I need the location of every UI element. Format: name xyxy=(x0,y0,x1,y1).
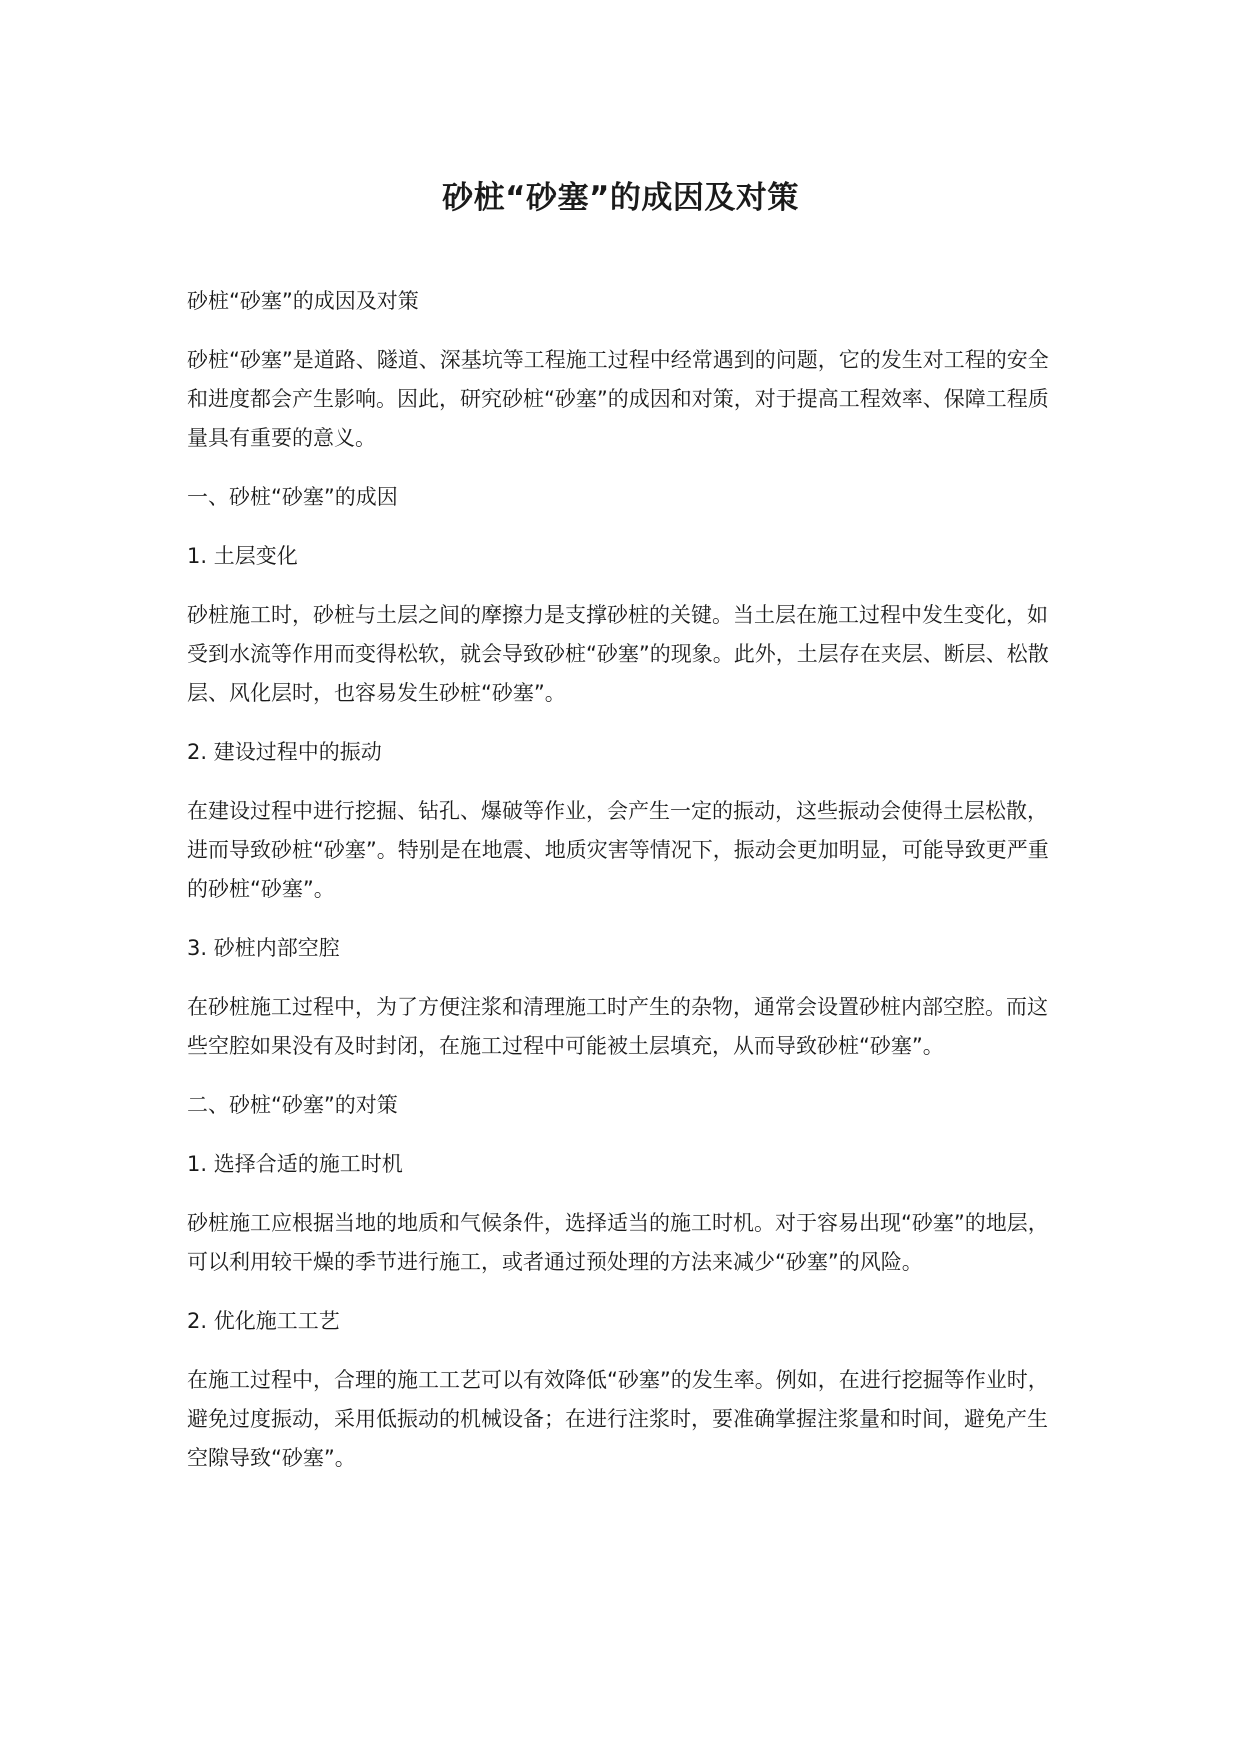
document-title: 砂桩“砂塞”的成因及对策 xyxy=(442,180,799,216)
cause-2-paragraph: 在建设过程中进行挖掘、钻孔、爆破等作业，会产生一定的振动，这些振动会使得土层松散，进而导致砂桩“砂塞”。特别是在地震、地质灾害等情况下，振动会更加明显，可能导致更严重的砂桩“砂塞”。 xyxy=(187,799,1049,901)
measure-2-paragraph: 在施工过程中，合理的施工工艺可以有效降低“砂塞”的发生率。例如，在进行挖掘等作业时，避免过度振动，采用低振动的机械设备；在进行注浆时，要准确掌握注浆量和时间，避免产生空隙导致“砂塞”。 xyxy=(187,1368,1049,1470)
section-heading-causes: 一、砂桩“砂塞”的成因 xyxy=(187,485,398,509)
measure-2-heading: 2. 优化施工工艺 xyxy=(187,1309,340,1333)
cause-3-heading: 3. 砂桩内部空腔 xyxy=(187,936,340,960)
intro-paragraph: 砂桩“砂塞”是道路、隧道、深基坑等工程施工过程中经常遇到的问题，它的发生对工程的安全和进度都会产生影响。因此，研究砂桩“砂塞”的成因和对策，对于提高工程效率、保障工程质量具有重要的意义。 xyxy=(187,348,1049,450)
measure-1-paragraph: 砂桩施工应根据当地的地质和气候条件，选择适当的施工时机。对于容易出现“砂塞”的地层，可以利用较干燥的季节进行施工，或者通过预处理的方法来减少“砂塞”的风险。 xyxy=(187,1211,1049,1274)
cause-1-heading: 1. 土层变化 xyxy=(187,544,298,568)
cause-3-paragraph: 在砂桩施工过程中，为了方便注浆和清理施工时产生的杂物，通常会设置砂桩内部空腔。而这些空腔如果没有及时封闭，在施工过程中可能被土层填充，从而导致砂桩“砂塞”。 xyxy=(187,995,1048,1058)
document-body xyxy=(187,282,1067,1498)
measure-1-heading: 1. 选择合适的施工时机 xyxy=(187,1152,403,1176)
cause-1-paragraph: 砂桩施工时，砂桩与土层之间的摩擦力是支撑砂桩的关键。当土层在施工过程中发生变化，如受到水流等作用而变得松软，就会导致砂桩“砂塞”的现象。此外，土层存在夹层、断层、松散层、风化层时，也容易发生砂桩“砂塞”。 xyxy=(187,603,1049,705)
section-heading-countermeasures: 二、砂桩“砂塞”的对策 xyxy=(187,1093,398,1117)
cause-2-heading: 2. 建设过程中的振动 xyxy=(187,740,382,764)
subtitle-line: 砂桩“砂塞”的成因及对策 xyxy=(187,289,419,313)
